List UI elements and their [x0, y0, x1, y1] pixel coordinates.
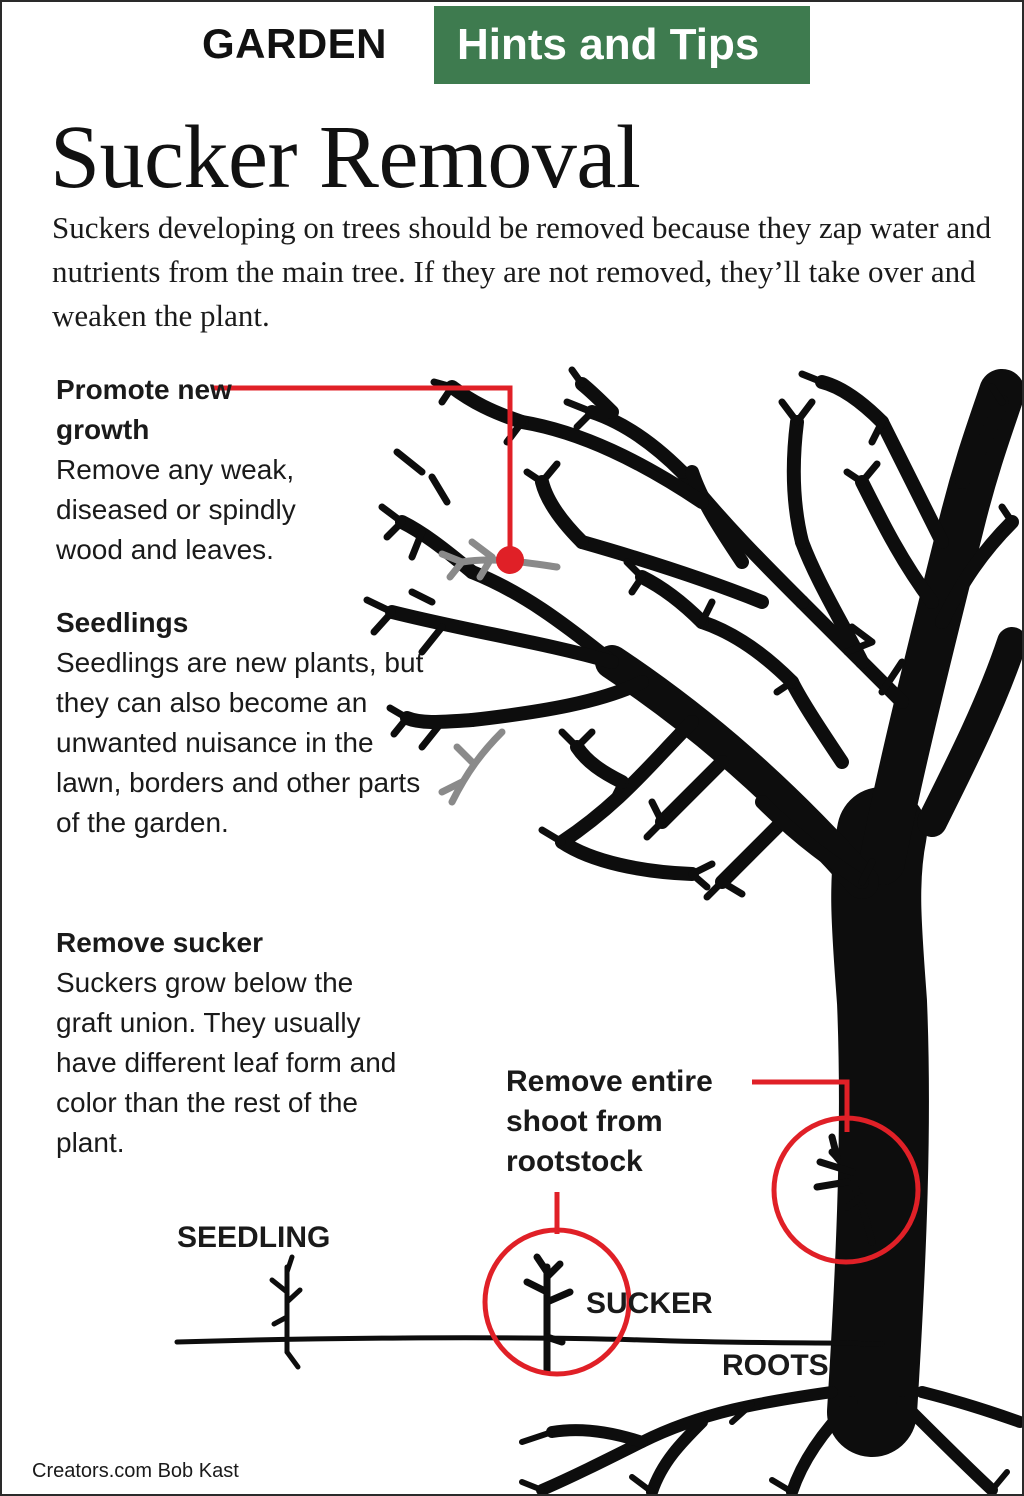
ground-line [177, 1338, 882, 1344]
page-title: Sucker Removal [50, 108, 641, 207]
callout-dot [496, 546, 524, 574]
section-label: GARDEN [202, 20, 388, 67]
sucker-shoot [527, 1257, 570, 1372]
tip-promote-growth [56, 370, 476, 570]
intro-text: Suckers developing on trees should be removed because they zap water and nutrients from the main tree. If they are not removed, they’ll take over and weaken the plant. [52, 210, 992, 333]
tip-body: Remove any weak, diseased or spindly wood and leaves. [56, 454, 296, 565]
callout-entire-line [752, 1082, 847, 1132]
tip-body: Suckers grow below the graft union. They usually have different leaf form and color than the rest of the plant. [56, 967, 397, 1158]
header-tag: Hints and Tips [457, 20, 760, 69]
tip-heading: Promote new growth [56, 374, 232, 445]
tip-seedlings [56, 603, 476, 843]
label-sucker: SUCKER [586, 1287, 713, 1320]
tip-heading: Remove sucker [56, 927, 264, 958]
credit-line: Creators.com Bob Kast [32, 1460, 239, 1482]
tree-roots [542, 1392, 1020, 1492]
label-remove-entire-shoot: Remove entire shoot from rootstock [506, 1065, 713, 1178]
seedling-plant [272, 1257, 300, 1367]
tip-body: Seedlings are new plants, but they can also become an unwanted nuisance in the lawn, borders and other parts of the garden. [56, 647, 424, 838]
tip-heading: Seedlings [56, 607, 189, 638]
label-roots: ROOTS [722, 1349, 829, 1382]
label-seedling: SEEDLING [177, 1221, 331, 1254]
root-tendrils [522, 1404, 1007, 1492]
tip-remove-sucker [56, 923, 476, 1163]
